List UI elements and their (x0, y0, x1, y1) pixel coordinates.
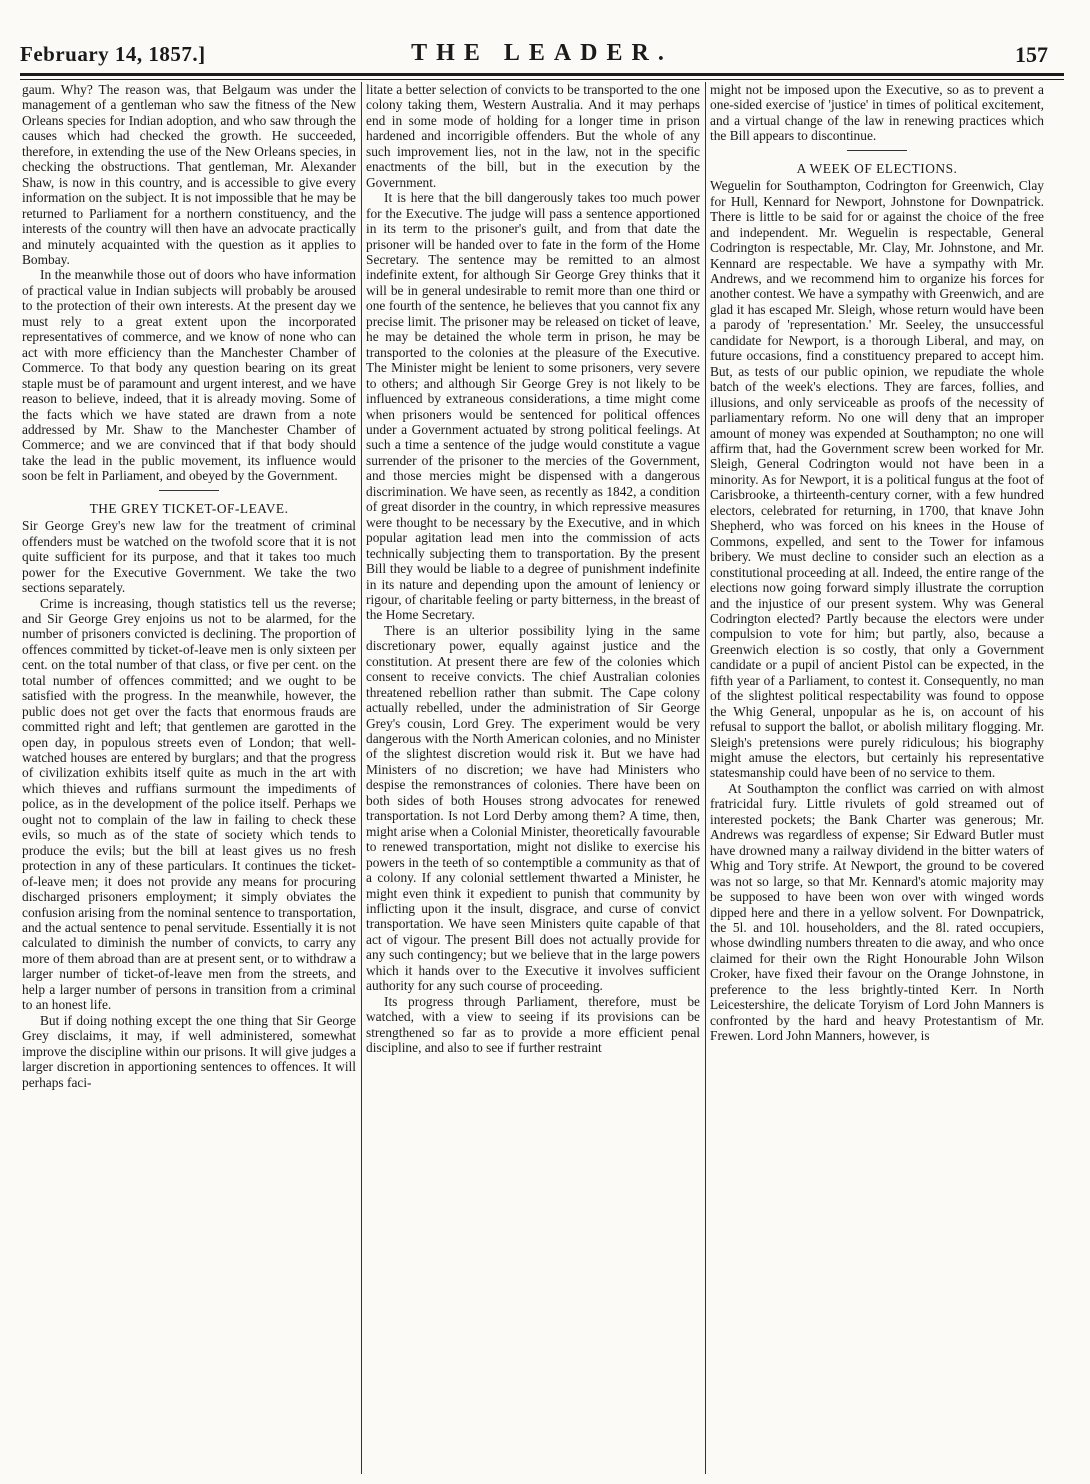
paragraph: Weguelin for Southampton, Codrington for Greenwich, Clay for Hull, Kennard for Newport, Johnstone for Downpatrick. There is little to be said for or against the choice of the free and independent. Mr. Weguelin is respectable, General Codrington is respectable, Mr. Clay, Mr. Johnstone, and Mr. Kennard are respectable. We have a sympathy with Mr. Andrews, and we recommend him to organize his forces for another contest. We have a sympathy with Greenwich, and are glad it has escaped Mr. Sleigh, whose return would have been a parody of 'representation.' Mr. Seeley, the unsuccessful candidate for Newport, is a thorough Liberal, and may, on future occasions, find a constituency prepared to accept him. But, as tests of our public opinion, we repudiate the whole batch of the week's elections. They are farces, follies, and illusions, and only serviceable as proofs of the necessity of parliamentary reform. No one will deny that an improper amount of money was expended at Southampton; no one will affirm that, had the Government screw been worked for Mr. Sleigh, General Codrington would not have been in a minority. As for Newport, it is a political fungus at the foot of Carisbrooke, a thirteenth-century corner, with a few hundred electors, celebrated for returning, in 1700, that knave John Shepherd, who was forced on his knees in the House of Commons, expelled, and sent to the Tower for infamous bribery. We must decline to consider such an election as a constitutional proceeding at all. Indeed, the entire range of the elections now going forward simply illustrate the corruption and the injustice of our present system. Why was General Codrington elected? Partly because the electors were under compulsion to vote for him; but partly, also, because a Greenwich election is so costly, that only a Government candidate or a pupil of ancient Pistol can be expected, in the fifth year of a Parliament, to contest it. Consequently, no man of the slightest political respectability was found to oppose the Whig General, unpopular as he is, on account of his refusal to support the ballot, or abolish military flogging. Mr. Sleigh's pretensions were purely ridiculous; his biography might amuse the electors, but certainly his representative statesmanship could have been of no service to them. (710, 178, 1044, 781)
column-divider-1 (361, 82, 362, 1474)
paragraph: Sir George Grey's new law for the treatment of criminal offenders must be watched on the twofold score that it is not quite sufficient for its purpose, and that it takes too much power for the Executive Government. We take the two sections separately. (22, 518, 356, 596)
paragraph: gaum. Why? The reason was, that Belgaum was under the management of a gentleman who saw the fitness of the New Orleans species for Indian adoption, and who saw through the causes which had checked the growth. He succeeded, therefore, in extending the use of the New Orleans species, in checking the obstructions. That gentleman, Mr. Alexander Shaw, is now in this country, and is accessible to give every information on the subject. It is not impossible that he may be returned to Parliament for a northern constituency, and the interests of the country will then have an advocate practically and minutely acquainted with the question as it applies to Bombay. (22, 82, 356, 267)
section-divider (847, 150, 907, 151)
newspaper-title: THE LEADER. (411, 40, 673, 66)
page-number: 157 (1015, 42, 1048, 67)
header-rule-thick (20, 73, 1064, 76)
paragraph: litate a better selection of convicts to be transported to the one colony taking them, Western Australia. And it may perhaps end in some mode of holding for a longer time in prison hardened and incorrigible offenders. But the whole of any such improvement lies, not in the law, not in the specific enactments of the bill, but in the execution by the Government. (366, 82, 700, 190)
paragraph: But if doing nothing except the one thing that Sir George Grey disclaims, it may, if well administered, somewhat improve the discipline within our prisons. It will give judges a larger discretion in apportioning sentences to offences. It will perhaps faci- (22, 1012, 356, 1090)
article-heading: A WEEK OF ELECTIONS. (796, 160, 958, 176)
column-2 (366, 82, 700, 1474)
paragraph: In the meanwhile those out of doors who have information of practical value in Indian subjects will probably be aroused to the protection of their own interests. At the present day we must rely to a great extent upon the incorporated representatives of commerce, and we know of none who can act with more efficiency than the Manchester Chamber of Commerce. To that body any question bearing on its great staple must be of paramount and urgent interest, and we have reason to believe, indeed, that it is already moving. Some of the facts which we have stated are drawn from a note addressed by Mr. Shaw to the Manchester Chamber of Commerce; and we are convinced that if that body should take the lead in the public movement, its influence would soon be felt in Parliament, and obeyed by the Government. (22, 267, 356, 484)
paragraph: At Southampton the conflict was carried on with almost fratricidal fury. Little rivulets of gold streamed out of interested pockets; the Bank Charter was generous; Mr. Andrews was regardless of expense; Sir Edward Butler must have drowned many a railway dividend in the bitter waters of Whig and Tory strife. At Newport, the ground to be covered was not so large, so that Mr. Kennard's atomic majority may be supposed to have been won over with winged words dipped here and there in a yellow solvent. For Downpatrick, the 5l. and 10l. householders, and the 8l. rated occupiers, whose dwindling numbers threaten to die away, and who once claimed for their own the Right Honourable John Wilson Croker, have fixed their favour on the Orange Johnstone, in preference to the less brightly-tinted Kerr. In North Leicestershire, the delicate Toryism of Lord John Manners is confronted by the hard and heavy Protestantism of Mr. Frewen. Lord John Manners, however, is (710, 780, 1044, 1044)
column-divider-2 (705, 82, 706, 1474)
header-rule-thin (20, 79, 1064, 80)
section-divider (159, 490, 219, 491)
paragraph: Crime is increasing, though statistics tell us the reverse; and Sir George Grey enjoins us not to be alarmed, for the number of prisoners convicted is declining. The proportion of offences committed by ticket-of-leave men is only sixteen per cent. on the total number of that class, or five per cent. on the total number of offences committed; and we ought to be satisfied with the progress. In the meanwhile, however, the public does not get over the facts that enormous frauds are committed right and left; that gentlemen are garotted in the open day, in populous streets even of London; that well-watched houses are entered by burglars; and that the progress of civilization exhibits itself quite as much in the art with which thieves and ruffians surmount the impediments of police, as in the development of the police itself. Perhaps we ought not to complain of the law in failing to check these evils, so much as of the state of society which tends to produce the evils; but the bill at least gives us no fresh protection in any of these particulars. It continues the ticket-of-leave men; it does not provide any means for procuring discharged prisoners employment; it simply obviates the confusion arising from the nominal sentence to transportation, and the actual sentence to penal servitude. Essentially it is not calculated to diminish the number of convicts, to carry any more of them abroad than are at present sent, or to withdraw a larger number of ticket-of-leave men from the streets, and help a larger number of persons in transition from a criminal to an honest life. (22, 595, 356, 1013)
article-heading: THE GREY TICKET-OF-LEAVE. (89, 500, 289, 516)
issue-date: February 14, 1857.] (20, 42, 206, 66)
paragraph: There is an ulterior possibility lying in the same discretionary power, equally against justice and the constitution. At present there are few of the colonies which consent to receive convicts. The chief Australian colonies threatened rebellion rather than submit. The Cape colony actually rebelled, under the administration of Sir George Grey's cousin, Lord Grey. The experiment would be very dangerous with the North American colonies, and no Minister of the slightest discretion would risk it. But we have had Ministers of no discretion; we have had Ministers who despise the remonstrances of colonies. There have been on both sides of both Houses strong advocates for renewed transportation. Is not Lord Derby among them? A time, then, might arise when a Colonial Minister, theoretically favourable to renewed transportation, might not dislike to exercise his powers in the teeth of so contemptible a community as that of a colony. If any colonial settlement thwarted a Minister, he might even think it expedient to punish that community by inflicting upon it the insult, disgrace, and curse of convict transportation. We have seen Ministers quite capable of that act of vigour. The present Bill does not actually provide for any such contingency; but we believe that in the large powers which it hands over to the Executive it involves sufficient authority for any such course of proceeding. (366, 622, 700, 994)
column-3 (710, 82, 1044, 1474)
paragraph: It is here that the bill dangerously takes too much power for the Executive. The judge will pass a sentence apportioned in its term to the prisoner's guilt, and from that date the prisoner will be handed over to fate in the form of the Home Secretary. The sentence may be remitted to an almost indefinite extent, for although Sir George Grey thinks that it will be in general undesirable to remit more than one third or one fourth of the sentence, he believes that you cannot fix any precise limit. The prisoner may be released on ticket of leave, he may be detained the whole term in prison, he may be transported to the colonies at the pleasure of the Executive. The Minister might be lenient to some prisoners, very severe to others; and although Sir George Grey is not likely to be influenced by extraneous considerations, a time might come when prisoners would be sentenced for political offences under a Government actuated by strong political feelings. At such a time a sentence of the judge would constitute a vague surrender of the prisoner to the mercies of the Government, and those mercies might be dispensed with a dangerous discrimination. We have seen, as recently as 1842, a condition of great disorder in the country, in which repressive measures were thought to be necessary by the Executive, and in which popular agitation lead men into the commission of acts technically subjecting them to transportation. By the present Bill they would be liable to a degree of punishment indefinite in its nature and depending upon the amount of leniency or rigour, of charitable feeling or party bitterness, in the breast of the Home Secretary. (366, 190, 700, 623)
paragraph: might not be imposed upon the Executive, so as to prevent a one-sided exercise of 'justice' in times of political excitement, and a virtual change of the law in renewing practices which the Bill appears to discontinue. (710, 82, 1044, 144)
paragraph: Its progress through Parliament, therefore, must be watched, with a view to seeing if its provisions can be strengthened so far as to provide a more efficient penal discipline, and also to see if further restraint (366, 993, 700, 1056)
column-1 (22, 82, 356, 1474)
masthead (20, 34, 1064, 68)
